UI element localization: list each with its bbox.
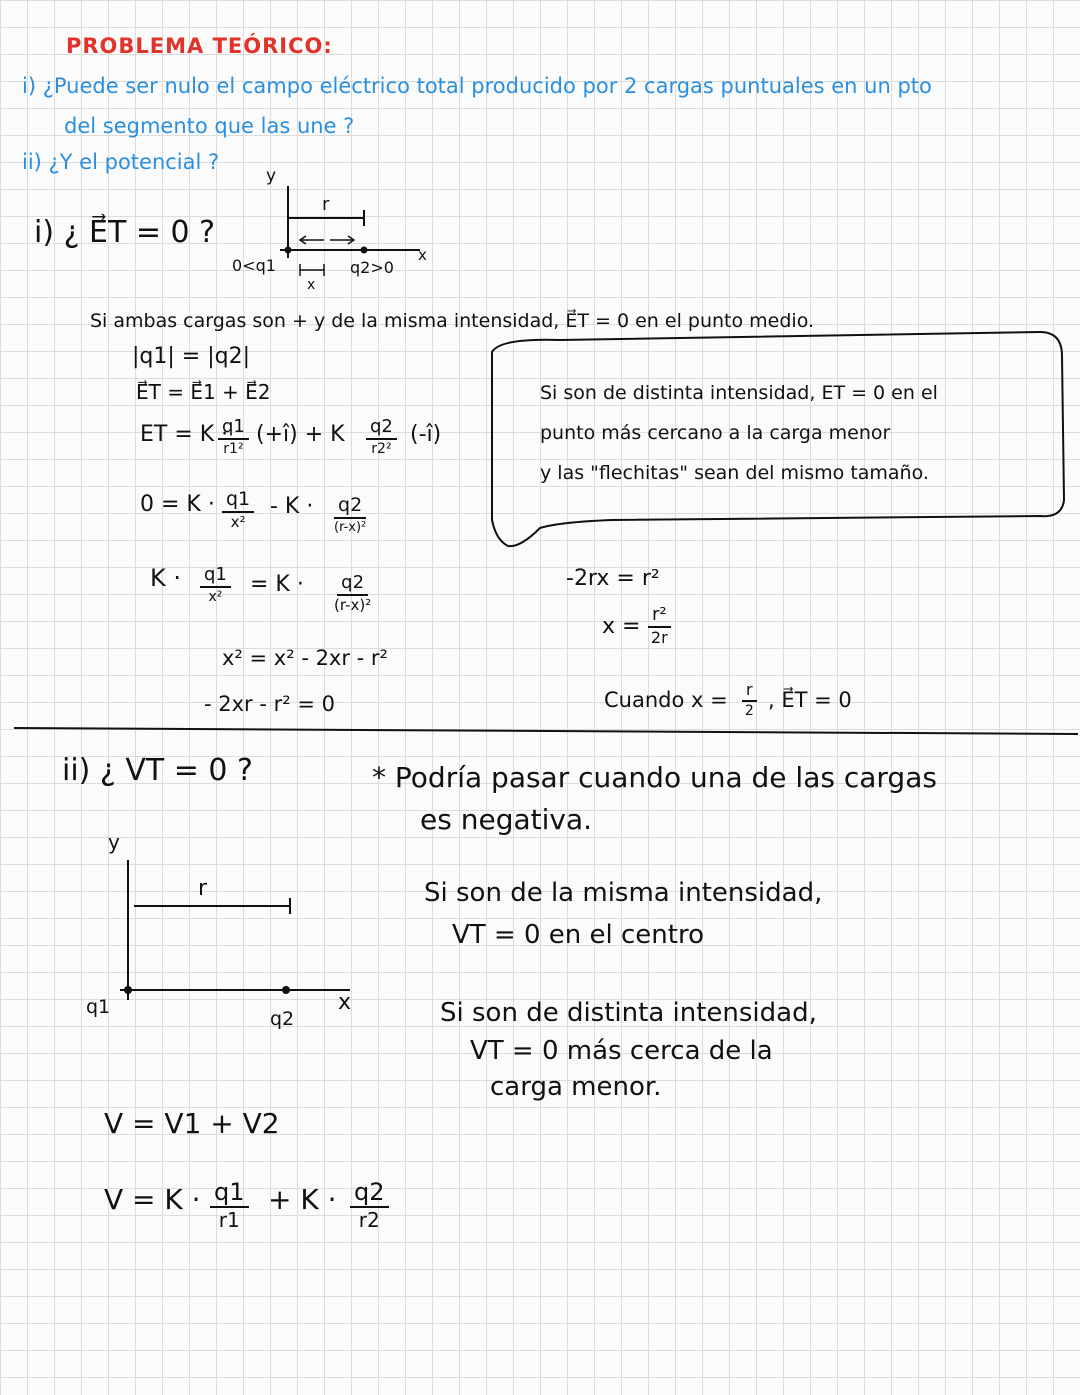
diagram-i-point-label: x [307, 277, 316, 293]
note-box-line-1: Si son de distinta intensidad, ET = 0 en el [540, 382, 938, 404]
eq-potential-left: V = K · [104, 1183, 201, 1216]
eq-expand-square: x² = x² - 2xr - r² [222, 646, 388, 670]
question-ii: ii) ¿Y el potencial ? [22, 150, 220, 174]
diagram-i-x-label: x [418, 246, 427, 264]
eq-field-frac-1: q1 r1² [218, 418, 249, 456]
eq-abs-equal: |q1| = |q2| [132, 344, 250, 369]
eq-x-left: x = [602, 614, 641, 639]
diagram-ii-x-label: x [338, 990, 352, 1015]
eq-cancel-frac-2: q2 (r-x)² [334, 572, 372, 614]
diagram-i-r-label: r [322, 194, 330, 215]
diff-intensity-line-1: Si son de distinta intensidad, [440, 998, 817, 1028]
diagram-i-q1-dot [285, 247, 292, 254]
question-i: i) ¿Puede ser nulo el campo eléctrico total producido por 2 cargas puntuales en un pto [22, 74, 932, 98]
part-ii-title: ii) ¿ VT = 0 ? [62, 753, 253, 788]
eq-cancel-left: K · [150, 564, 181, 592]
section-divider [14, 728, 1078, 734]
eq-potential-mid: + K · [268, 1183, 337, 1216]
diff-intensity-line-2: VT = 0 más cerca de la [470, 1036, 773, 1066]
eq-potential-frac-2: q2 r2 [350, 1180, 389, 1230]
diagram-i-q1-label: 0<q1 [232, 256, 276, 275]
question-i-continued: del segmento que las une ? [64, 114, 355, 138]
eq-potential-sum: V = V1 + V2 [104, 1107, 280, 1140]
eq-reduced: - 2xr - r² = 0 [204, 692, 335, 716]
diff-intensity-line-3: carga menor. [490, 1072, 662, 1102]
conclusion-right: , E⃗T = 0 [768, 688, 852, 712]
conclusion-left: Cuando x = [604, 688, 728, 712]
eq-field-expanded-left: ET = K · [140, 422, 229, 447]
eq-field-expanded-mid: (+î) + K [256, 422, 345, 447]
eq-solve-x: -2rx = r² [566, 566, 660, 591]
diagram-i-y-label: y [266, 166, 277, 186]
eq-cancel-frac-1: q1 x² [200, 566, 231, 604]
diagram-ii-q2-label: q2 [270, 1008, 295, 1030]
eq-field-sum: E⃗T = E⃗1 + E⃗2 [136, 380, 271, 404]
part-i-title: i) ¿ E⃗T = 0 ? [34, 215, 216, 250]
eq-zero-frac-2: q2 (r-x)² [334, 494, 367, 535]
diagram-i-q2-label: q2>0 [350, 258, 394, 277]
diagram-ii-q1-label: q1 [86, 996, 111, 1018]
eq-zero-left: 0 = K · [140, 492, 215, 517]
diagram-ii-q2-dot [282, 986, 290, 994]
same-intensity-line-2: VT = 0 en el centro [452, 920, 705, 950]
same-intensity-line-1: Si son de la misma intensidad, [424, 878, 823, 908]
eq-zero-mid: - K · [270, 494, 314, 519]
diagram-ii-q1-dot [124, 986, 132, 994]
part-i-statement: Si ambas cargas son + y de la misma intensidad, E⃗T = 0 en el punto medio. [90, 310, 815, 332]
diagram-ii-y-label: y [108, 830, 120, 854]
eq-potential-frac-1: q1 r1 [210, 1180, 249, 1230]
part-ii-note-line-2: es negativa. [420, 803, 593, 836]
part-ii-note-line-1: * Podría pasar cuando una de las cargas [372, 761, 937, 794]
eq-field-expanded-end: (-î) [410, 422, 442, 447]
eq-x-frac: $\frac{\text{r²}}{2r}$ [648, 606, 671, 646]
diagram-ii-r-label: r [198, 876, 208, 901]
eq-zero-frac-1: q1 x² [222, 490, 254, 530]
note-box-line-3: y las "flechitas" sean del mismo tamaño. [540, 462, 929, 484]
page-heading: PROBLEMA TEÓRICO: [66, 34, 333, 58]
diagram-i-q2-dot [361, 247, 368, 254]
eq-cancel-mid: = K · [250, 572, 304, 597]
note-box-line-2: punto más cercano a la carga menor [540, 422, 891, 444]
eq-field-frac-2: q2 r2² [366, 418, 397, 456]
conclusion-frac: $\frac{r}{2}$ [742, 682, 757, 718]
